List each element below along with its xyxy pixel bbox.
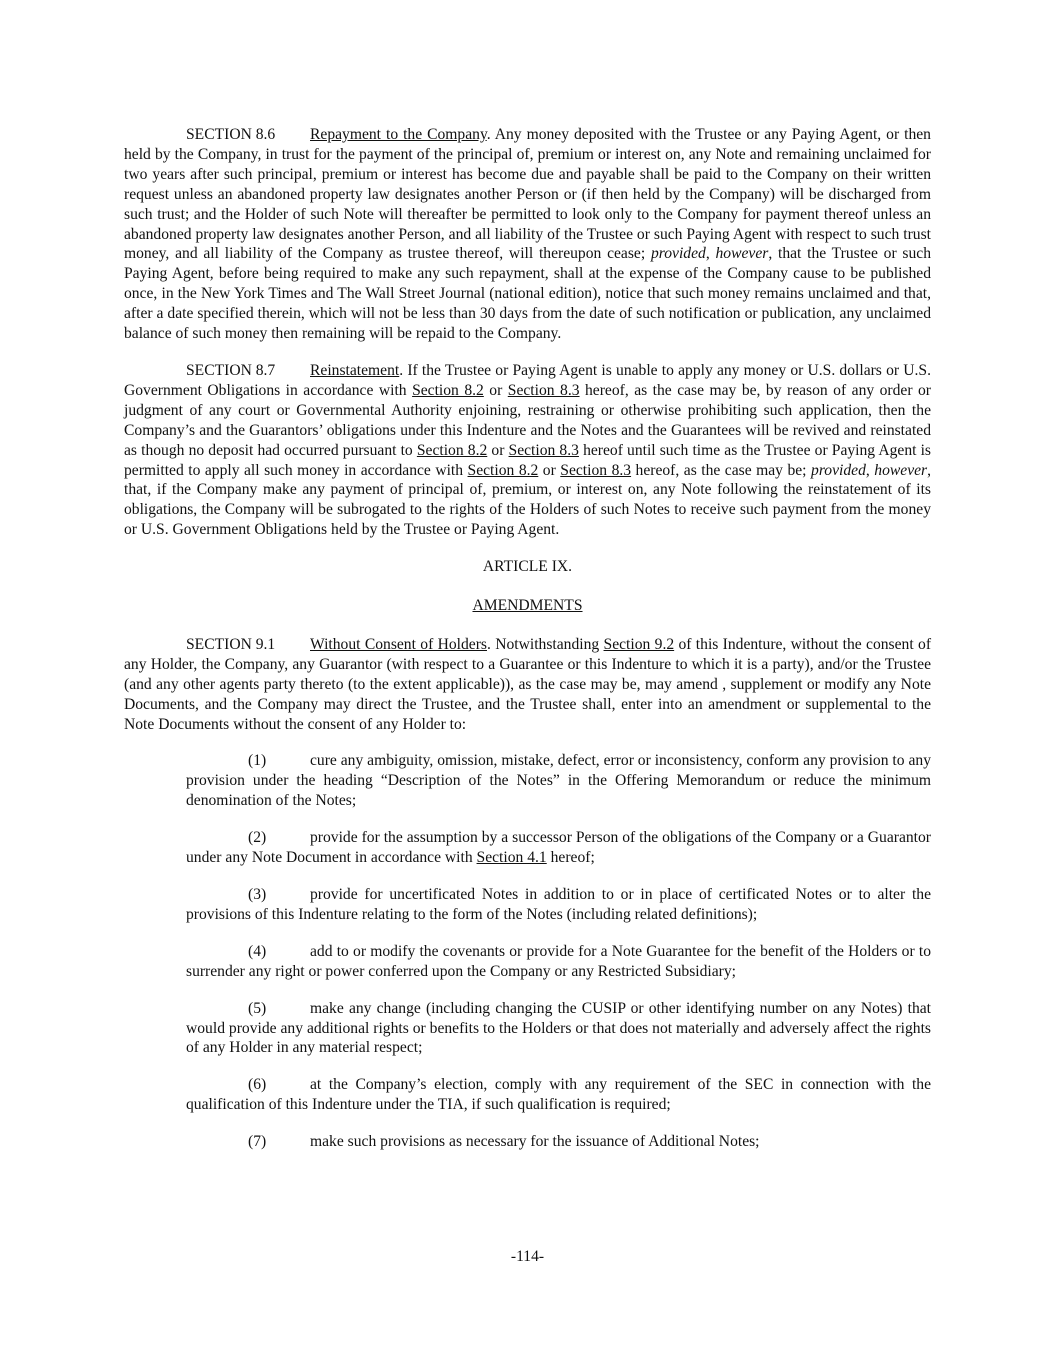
cross-reference: Section 8.3 (508, 441, 579, 459)
section-9-1-paragraph: SECTION 9.1 Without Consent of Holders. Notwithstanding Section 9.2 of this Indenture, without the consent of any Holder, the Company, any Guarantor (with respect to a Guarantee or this Indenture to which it is a party), and/or the Trustee (and any other agents party thereto (to the extent applicable)), as the case may be, may amend , supplement or modify any Note Documents, and the Company may direct the Trustee, and the Trustee shall, enter into an amendment or supplemental to the Note Documents without the consent of any Holder to: (124, 635, 932, 733)
cross-reference: Section 4.1 (476, 849, 547, 867)
cross-reference: Section 8.2 (416, 441, 488, 459)
list-item: (7) make such provisions as necessary for the issuance of Additional Notes; (248, 1133, 760, 1151)
item-number: (1) (248, 752, 267, 770)
document-page (124, 125, 931, 1169)
item-number: (3) (248, 886, 267, 903)
section-title: Without Consent of Holders (310, 635, 487, 653)
cross-reference: Section 9.2 (603, 635, 675, 653)
section-title: Repayment to the Company (310, 126, 487, 143)
item-number: (4) (248, 942, 267, 960)
section-number: SECTION 9.1 (186, 635, 276, 653)
section-number: SECTION 8.7 (186, 361, 276, 379)
list-item: (1) cure any ambiguity, omission, mistake, defect, error or inconsistency, conform any provision to any provision under the heading “Description of the Notes” in the Offering Memorandum or reduce the minimum denomination of the Notes; (186, 752, 931, 810)
cross-reference: Section 8.3 (507, 381, 580, 399)
article-number: ARTICLE IX. (482, 558, 573, 576)
list-item: (2) provide for the assumption by a successor Person of the obligations of the Company or a Guarantor under any Note Document in accordance with Section 4.1 hereof; (186, 829, 931, 867)
section-title: Reinstatement (310, 361, 400, 379)
page-number: -114- (510, 1248, 545, 1265)
item-number: (6) (248, 1076, 267, 1094)
cross-reference: Section 8.2 (412, 381, 484, 399)
list-item: (3) provide for uncertificated Notes in addition to or in place of certificated Notes or to alter the provisions of this Indenture relating to the form of the Notes (including related definitions); (186, 886, 931, 923)
item-number: (5) (248, 999, 267, 1017)
cross-reference: Section 8.2 (467, 461, 539, 479)
item-number: (2) (248, 829, 267, 847)
section-number: SECTION 8.6 (186, 126, 276, 143)
section-8-6-paragraph: SECTION 8.6 Repayment to the Company. Any money deposited with the Trustee or any Paying Agent, or then held by the Company, in trust for the payment of the principal of, premium or interest on, any Note and remaining unclaimed for two years after such principal, premium or interest has become due and payable shall be paid to the Company on their written request unless an abandoned property law designates another Person or (if then held by the Company) will be discharged from such trust; and the Holder of such Note will thereafter be permitted to look only to the Company for payment thereof unless an abandoned property law designates another Person, and all liability of the Trustee or such Paying Agent with respect to such trust money, and all liability of the Company as trustee thereof, will thereupon cease; provided, however, that the Trustee or such Paying Agent, before being required to make any such repayment, shall at the expense of the Company cause to be published once, in the New York Times and The Wall Street Journal (national edition), notice that such money remains unclaimed and that, after a date specified therein, which will not be less than 30 days from the date of such notification or publication, any unclaimed balance of such money then remaining will be repaid to the Company. (124, 126, 932, 343)
list-item: (6) at the Company’s election, comply with any requirement of the SEC in connection with the qualification of this Indenture under the TIA, if such qualification is required; (186, 1076, 931, 1114)
article-title: AMENDMENTS (472, 597, 583, 615)
list-item: (4) add to or modify the covenants or provide for a Note Guarantee for the benefit of the Holders or to surrender any right or power conferred upon the Company or any Restricted Subsidiary; (186, 942, 931, 980)
section-8-7-paragraph: SECTION 8.7 Reinstatement. If the Trustee or Paying Agent is unable to apply any money or U.S. dollars or U.S. Government Obligations in accordance with Section 8.2 or Section 8.3 hereof, as the case may be, by reason of any order or judgment of any court or Governmental Authority enjoining, restraining or otherwise prohibiting such application, then the Company’s and the Guarantors’ obligations under this Indenture and the Notes and the Guarantees will be revived and reinstated as though no deposit had occurred pursuant to Section 8.2 or Section 8.3 hereof until such time as the Trustee or Paying Agent is permitted to apply all such money in accordance with Section 8.2 or Section 8.3 hereof, as the case may be; provided, however, that, if the Company make any payment of principal of, premium, or interest on, any Note following the reinstatement of its obligations, the Company will be subrogated to the rights of the Holders of such Notes to receive such payment from the money or U.S. Government Obligations held by the Trustee or Paying Agent. (124, 361, 932, 539)
cross-reference: Section 8.3 (560, 461, 632, 479)
list-item: (5) make any change (including changing the CUSIP or other identifying number on any Notes) that would provide any additional rights or benefits to the Holders or that does not materially and adversely affect the rights of any Holder in any material respect; (186, 999, 931, 1057)
item-number: (7) (248, 1133, 267, 1151)
